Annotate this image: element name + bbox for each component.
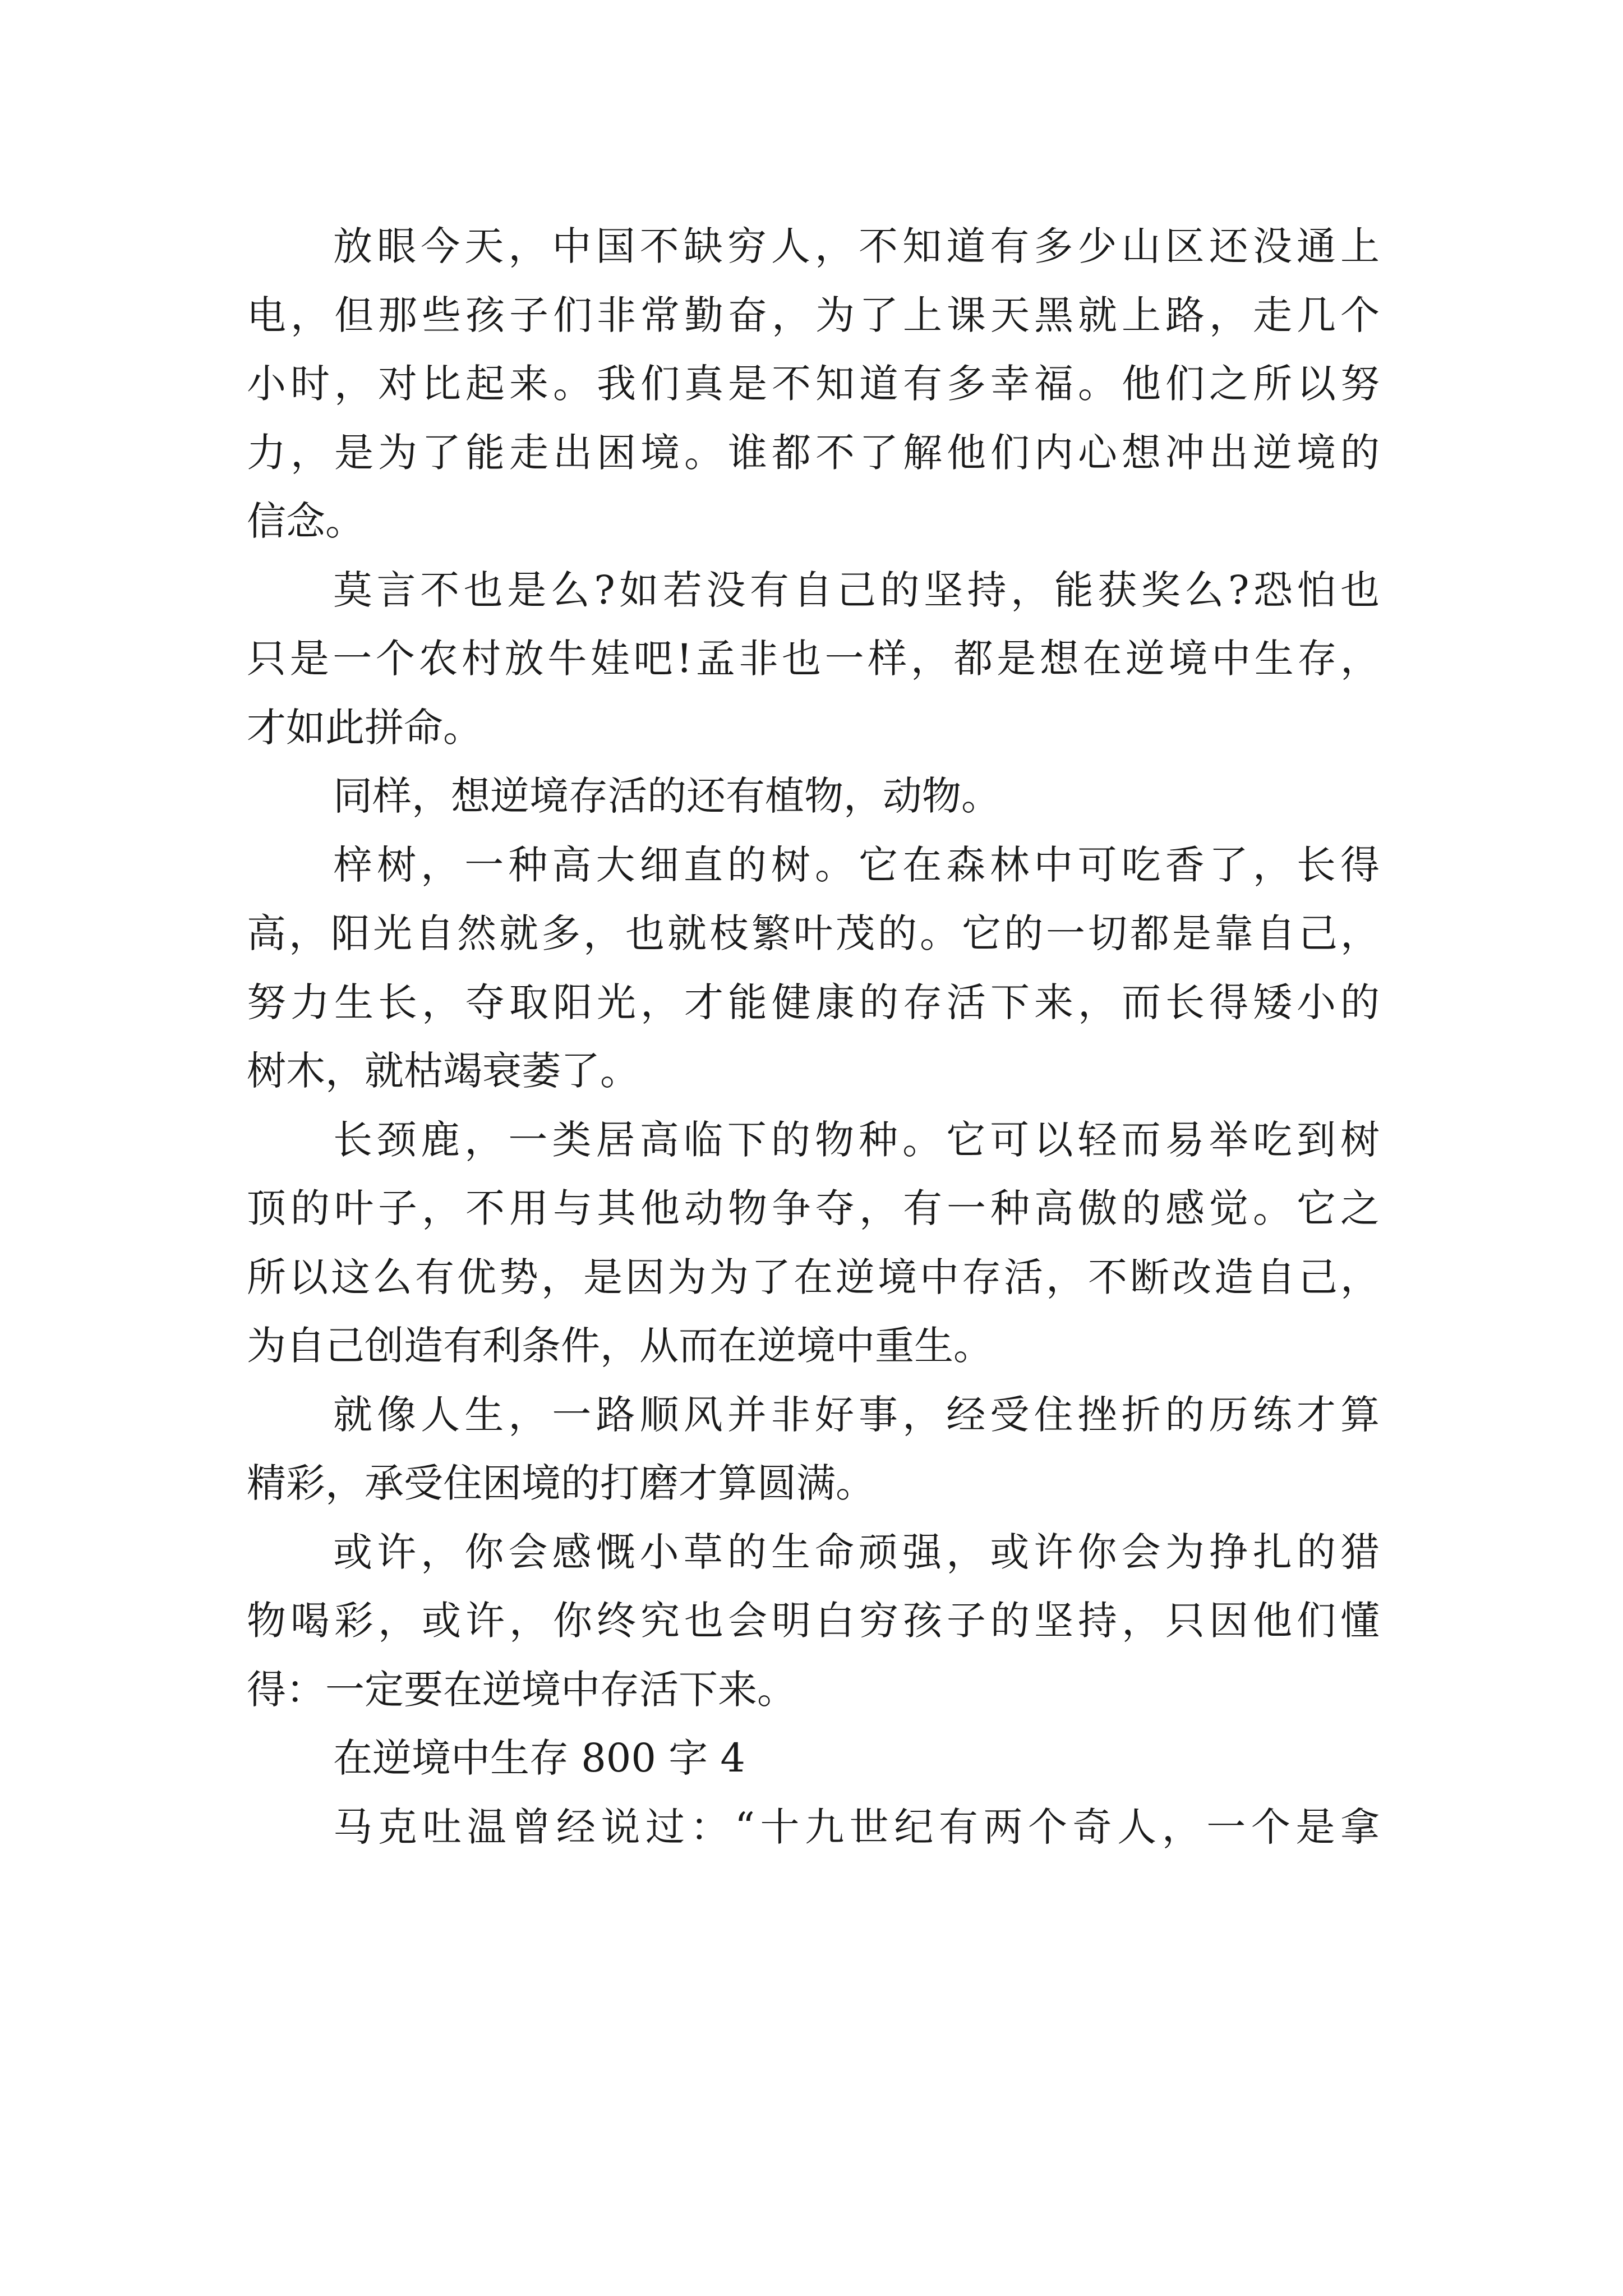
text-line: 所以这么有优势，是因为为了在逆境中存活，不断改造自己， [247,1254,1380,1300]
article-body [247,212,1380,1861]
text-line: 马克吐温曾经说过：“十九世纪有两个奇人，一个是拿 [333,1803,1380,1850]
text-line: 就像人生，一路顺风并非好事，经受住挫折的历练才算 [333,1391,1380,1438]
text-line: 长颈鹿，一类居高临下的物种。它可以轻而易举吃到树 [333,1116,1380,1163]
text-line: 信念。 [247,498,365,544]
text-line: 努力生长，夺取阳光，才能健康的存活下来，而长得矮小的 [247,979,1380,1025]
text-line: 放眼今天，中国不缺穷人，不知道有多少山区还没通上 [333,223,1380,269]
text-line: 得：一定要在逆境中存活下来。 [247,1666,796,1713]
text-line: 树木，就枯竭衰萎了。 [247,1048,639,1094]
text-line: 才如此拼命。 [247,704,482,751]
text-line: 莫言不也是么?如若没有自己的坚持，能获奖么?恐怕也 [333,567,1380,613]
text-line: 只是一个农村放牛娃吧!孟非也一样，都是想在逆境中生存， [247,636,1380,682]
text-line: 精彩，承受住困境的打磨才算圆满。 [247,1460,875,1506]
text-line: 同样，想逆境存活的还有植物，动物。 [333,773,1000,819]
text-line: 小时，对比起来。我们真是不知道有多幸福。他们之所以努 [247,361,1380,407]
text-line: 力，是为了能走出困境。谁都不了解他们内心想冲出逆境的 [247,429,1380,476]
text-line: 物喝彩，或许，你终究也会明白穷孩子的坚持，只因他们懂 [247,1598,1380,1644]
text-line: 梓树，一种高大细直的树。它在森林中可吃香了，长得 [333,841,1380,888]
text-line: 高，阳光自然就多，也就枝繁叶茂的。它的一切都是靠自己， [247,910,1380,956]
text-line: 或许，你会感慨小草的生命顽强，或许你会为挣扎的猎 [333,1529,1380,1575]
text-line: 为自己创造有利条件，从而在逆境中重生。 [247,1323,993,1369]
text-line: 电，但那些孩子们非常勤奋，为了上课天黑就上路，走几个 [247,292,1380,338]
text-line: 顶的叶子，不用与其他动物争夺，有一种高傲的感觉。它之 [247,1185,1380,1231]
section-heading: 在逆境中生存 800 字 4 [333,1735,745,1781]
